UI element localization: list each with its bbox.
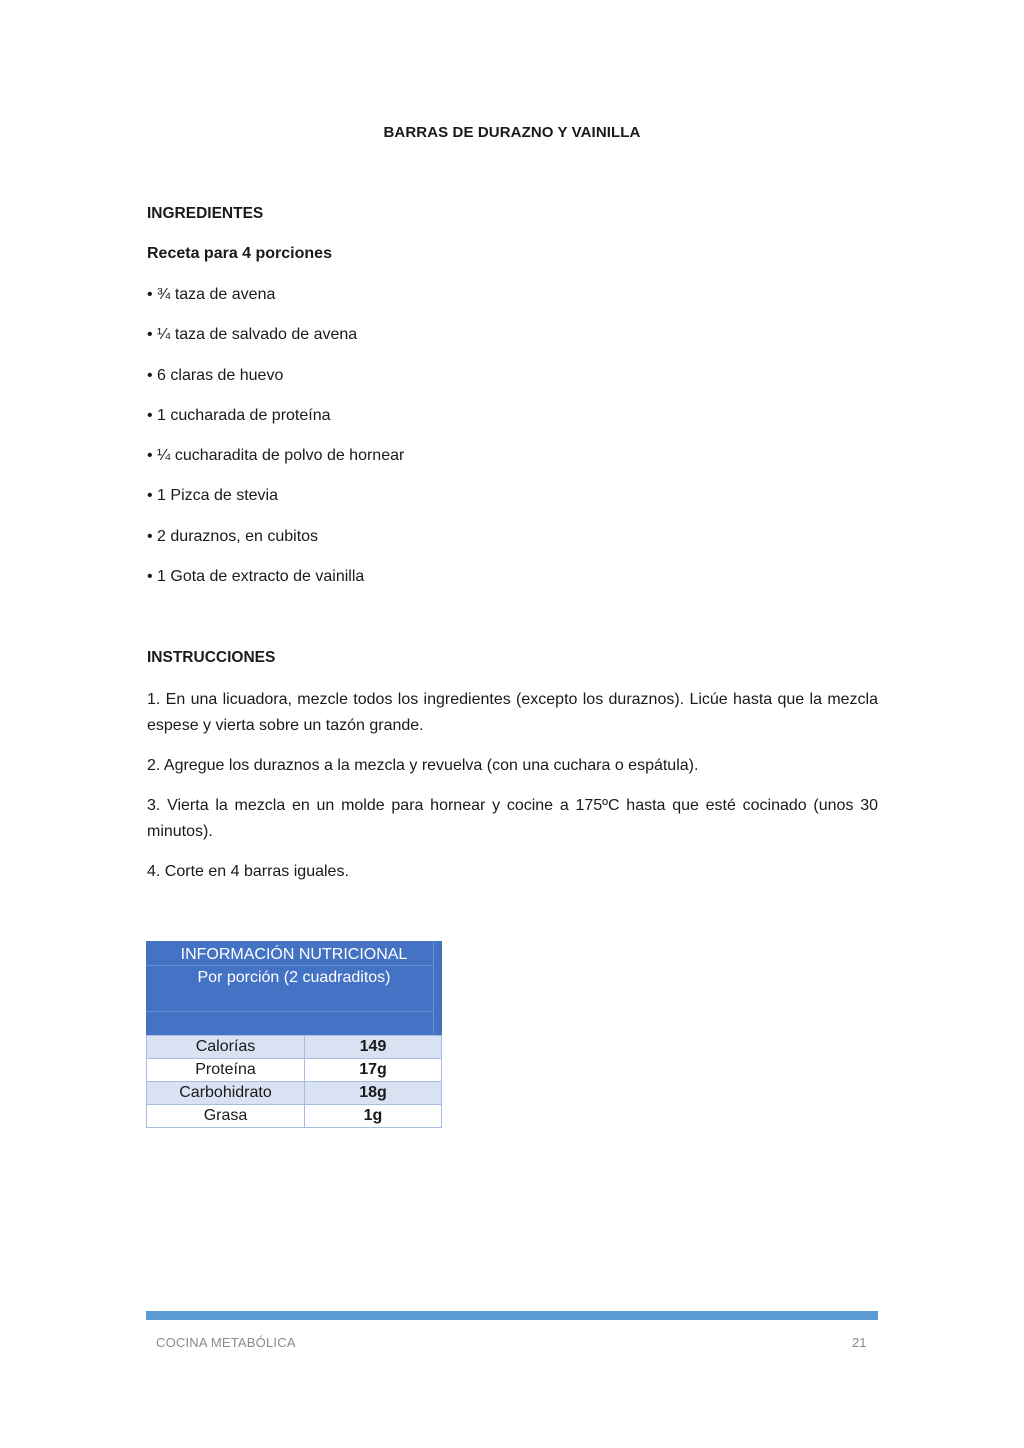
ingredient-item: • ¾ taza de avena: [147, 286, 276, 303]
footer-book-title: COCINA METABÓLICA: [156, 1335, 296, 1350]
nutrition-title: INFORMACIÓN NUTRICIONAL: [180, 946, 408, 963]
nutrient-value: 18g: [305, 1082, 442, 1105]
ingredient-item: • 2 duraznos, en cubitos: [147, 527, 319, 545]
ingredient-item: • 1 Pizca de stevia: [147, 487, 278, 505]
nutrition-table: [146, 1035, 442, 1128]
instructions-heading: INSTRUCCIONES: [147, 649, 276, 666]
nutrient-value: 149: [305, 1036, 442, 1059]
nutrient-value: 17g: [305, 1059, 442, 1082]
ingredient-item: • 1 Gota de extracto de vainilla: [147, 568, 365, 586]
ingredient-item: • 1 cucharada de proteína: [147, 406, 331, 424]
page-number: 21: [852, 1335, 867, 1350]
instruction-step: 2. Agregue los duraznos a la mezcla y revuelva (con una cuchara o espátula).: [147, 757, 699, 774]
portions-label: Receta para 4 porciones: [147, 245, 332, 262]
table-row: [147, 1059, 442, 1082]
nutrition-table-header: [146, 941, 442, 1035]
ingredient-item: • ¼ taza de salvado de avena: [147, 326, 358, 344]
instruction-list: [147, 687, 878, 899]
header-divider: [146, 965, 433, 966]
header-divider: [146, 1011, 433, 1012]
nutrient-label: Proteína: [147, 1059, 305, 1082]
recipe-title: BARRAS DE DURAZNO Y VAINILLA: [383, 124, 641, 141]
instruction-step: 4. Corte en 4 barras iguales.: [147, 863, 349, 880]
table-row: [147, 1036, 442, 1059]
instruction-step: 1. En una licuadora, mezcle todos los ingredientes (excepto los duraznos). Licúe hasta que la mezcla espese y vierta sobre un tazón grande.: [147, 691, 878, 734]
nutrient-label: Calorías: [147, 1036, 305, 1059]
nutrient-value: 1g: [305, 1105, 442, 1128]
nutrient-label: Grasa: [147, 1105, 305, 1128]
footer-rule: [146, 1311, 878, 1320]
ingredient-item: • 6 claras de huevo: [147, 366, 284, 384]
ingredient-item: • ¼ cucharadita de polvo de hornear: [147, 447, 405, 465]
table-row: [147, 1105, 442, 1128]
nutrition-subtitle: Por porción (2 cuadraditos): [197, 969, 391, 986]
table-row: [147, 1082, 442, 1105]
header-divider: [433, 941, 434, 1035]
ingredients-heading: INGREDIENTES: [147, 205, 264, 222]
instruction-step: 3. Vierta la mezcla en un molde para hornear y cocine a 175ºC hasta que esté cocinado (unos 30 minutos).: [147, 797, 878, 840]
ingredient-list: [147, 285, 404, 607]
nutrient-label: Carbohidrato: [147, 1082, 305, 1105]
